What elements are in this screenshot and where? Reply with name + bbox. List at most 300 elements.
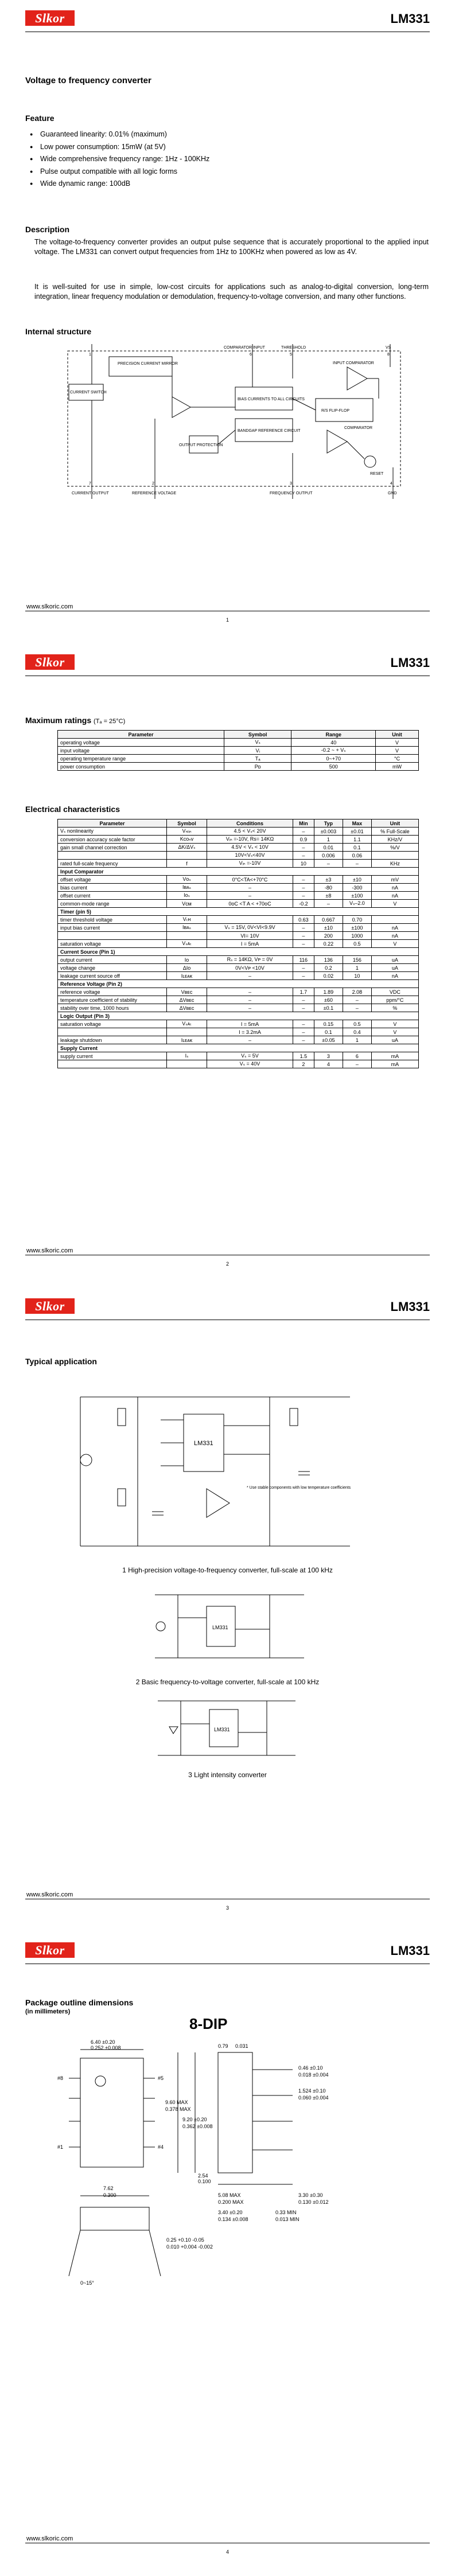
table-cell: input voltage — [58, 747, 224, 755]
table-row — [58, 1060, 419, 1068]
footer-url[interactable]: www.slkoric.com — [26, 1247, 73, 1254]
col-header: Range — [291, 731, 376, 739]
pin-label: 1 — [89, 353, 91, 357]
table-row — [58, 739, 419, 747]
table-cell: 40 — [291, 739, 376, 747]
pin-label: 3 — [290, 482, 292, 486]
table-cell — [371, 916, 418, 924]
table-cell — [167, 1028, 207, 1036]
table-cell: – — [207, 1036, 293, 1044]
table-cell: Tₐ — [224, 755, 291, 763]
label-comparator-input: COMPARATOR INPUT — [224, 346, 265, 350]
table-cell — [167, 1060, 207, 1068]
pin-label: 2 — [152, 482, 154, 486]
op-amp-symbol — [172, 397, 190, 417]
dim-lead-w: 0.46 ±0.10 — [298, 2065, 323, 2071]
brand-logo: Slkor — [25, 1298, 75, 1314]
label-reset: RESET — [370, 472, 384, 476]
table-cell: V — [371, 1020, 418, 1028]
page-2 — [0, 644, 455, 1288]
table-cell — [58, 932, 167, 940]
table-row — [58, 908, 419, 916]
table-cell: 1 — [343, 964, 372, 972]
table-cell: ±60 — [314, 996, 343, 1004]
brand-logo: Slkor — [25, 10, 75, 26]
table-cell: I = 5mA — [207, 1020, 293, 1028]
label-frequency-output: FREQUENCY OUTPUT — [270, 491, 313, 495]
description-paragraph-2: It is well-suited for use in simple, low-cost circuits for applications such as analog-to-digital conversion, long-term integration, linear frequency modulation or demodulation, frequency-to-voltage conversion, and many other functions. — [34, 283, 429, 300]
ic-label: LM331 — [194, 1440, 213, 1447]
max-ratings-table — [57, 730, 419, 771]
list-item: ● Pulse output compatible with all logic forms — [40, 166, 209, 178]
pin-label: #8 — [57, 2075, 64, 2081]
table-cell — [58, 852, 167, 860]
dim-row-spacing-in: 0.300 — [103, 2192, 116, 2198]
dim-total-h-in: 0.200 MAX — [218, 2199, 244, 2205]
label-current-switch: CURRENT SWITCH — [70, 391, 107, 395]
table-cell: operating temperature range — [58, 755, 224, 763]
brand-logo: Slkor — [25, 1942, 75, 1958]
table-row — [58, 1004, 419, 1012]
figure-3-schematic — [152, 1692, 307, 1764]
dim-lead-w2-in: 0.060 ±0.004 — [298, 2095, 329, 2101]
dim-total-h: 5.08 MAX — [218, 2192, 241, 2198]
end-view-body — [80, 2207, 149, 2230]
table-cell: -80 — [314, 884, 343, 892]
table-cell: – — [207, 972, 293, 980]
col-header: Symbol — [167, 819, 207, 828]
op-amp-symbol — [207, 1489, 230, 1517]
table-cell: – — [314, 860, 343, 868]
table-cell: uA — [371, 956, 418, 964]
table-cell: – — [293, 844, 314, 852]
label-input-comparator: INPUT COMPARATOR — [333, 361, 374, 365]
table-cell: V — [371, 940, 418, 948]
table-cell — [167, 852, 207, 860]
table-cell: – — [207, 1004, 293, 1012]
table-cell: 0.15 — [314, 1020, 343, 1028]
electrical-heading: Electrical characteristics — [25, 805, 120, 814]
table-cell: 1.7 — [293, 988, 314, 996]
table-cell: I = 3.2mA — [207, 1028, 293, 1036]
col-header: Conditions — [207, 819, 293, 828]
table-cell: 0.2 — [314, 964, 343, 972]
label-comparator: COMPARATOR — [344, 426, 373, 430]
table-cell: Iʙᴀₛ — [167, 924, 207, 932]
table-cell: 10 — [293, 860, 314, 868]
table-cell: ±3 — [314, 876, 343, 884]
table-cell: stability over time, 1000 hours — [58, 1004, 167, 1012]
table-row — [58, 844, 419, 852]
table-cell: 0.667 — [314, 916, 343, 924]
table-cell: Iₛ — [167, 1052, 207, 1060]
table-row — [58, 892, 419, 900]
table-cell: reference voltage — [58, 988, 167, 996]
dim-top-width: 6.40 ±0.20 — [91, 2039, 115, 2045]
table-cell: Kᴄᴏₙᴠ — [167, 836, 207, 844]
table-cell: f — [167, 860, 207, 868]
side-view-body — [218, 2052, 252, 2173]
table-cell: Vₛ = 40V — [207, 1060, 293, 1068]
col-header: Min — [293, 819, 314, 828]
table-row — [58, 1052, 419, 1060]
table-cell: V — [371, 1028, 418, 1036]
dim-shoulder: 0.79 — [218, 2043, 228, 2049]
electrical-table — [57, 819, 419, 1068]
dim-len-max-in: 0.378 MAX — [165, 2106, 191, 2112]
footer-url[interactable]: www.slkoric.com — [26, 2535, 73, 2542]
table-cell: Vₛᴀₜ — [167, 940, 207, 948]
table-cell: 2.08 — [343, 988, 372, 996]
table-cell: uA — [371, 964, 418, 972]
table-cell — [58, 1060, 167, 1068]
label-current-output: CURRENT OUTPUT — [72, 491, 109, 495]
label-gnd: GND — [388, 491, 397, 495]
part-number: LM331 — [390, 655, 430, 670]
dim-len: 9.20 ±0.20 — [182, 2117, 207, 2122]
table-cell: 4 — [314, 1060, 343, 1068]
table-cell: ±8 — [314, 892, 343, 900]
table-cell: Vᴏₛ — [167, 876, 207, 884]
table-row — [58, 980, 419, 988]
table-cell: rated full-scale frequency — [58, 860, 167, 868]
table-cell: – — [293, 884, 314, 892]
table-cell: Pᴅ — [224, 763, 291, 771]
pin-label: #1 — [57, 2144, 64, 2150]
table-cell: 6 — [343, 1052, 372, 1060]
figure-3-caption: 3 Light intensity converter — [188, 1771, 267, 1779]
table-cell: mV — [371, 876, 418, 884]
label-reference-voltage: REFERENCE VOLTAGE — [132, 491, 177, 495]
pin-label: 6 — [250, 353, 252, 357]
table-cell: leakage current source off — [58, 972, 167, 980]
table-cell: 0.06 — [343, 852, 372, 860]
pin-label: 7 — [89, 482, 91, 486]
doc-title: Voltage to frequency converter — [25, 76, 151, 85]
table-cell — [371, 852, 418, 860]
label-flip-flop: R/S FLIP-FLOP — [321, 409, 350, 413]
table-cell: – — [293, 996, 314, 1004]
table-cell: 0.9 — [293, 836, 314, 844]
table-cell: 10V<Vₛ<40V — [207, 852, 293, 860]
page-1 — [0, 0, 455, 644]
table-cell: 0.1 — [343, 844, 372, 852]
table-cell: 0°C<TA<+70°C — [207, 876, 293, 884]
list-item: ● Low power consumption: 15mW (at 5V) — [40, 141, 209, 154]
pin-label: 8 — [387, 353, 390, 357]
table-cell: – — [314, 900, 343, 908]
dim-top-width-in: 0.252 ±0.008 — [91, 2045, 121, 2051]
table-row — [58, 836, 419, 844]
table-cell: – — [293, 932, 314, 940]
footer-url[interactable]: www.slkoric.com — [26, 603, 73, 610]
table-cell: offset voltage — [58, 876, 167, 884]
table-cell: 1.5 — [293, 1052, 314, 1060]
table-cell: ±0.05 — [314, 1036, 343, 1044]
table-cell: 10 — [343, 972, 372, 980]
table-cell: 200 — [314, 932, 343, 940]
list-item: ● Wide comprehensive frequency range: 1Hz - 100KHz — [40, 153, 209, 166]
table-cell: %/V — [371, 844, 418, 852]
table-cell: – — [207, 996, 293, 1004]
table-row — [58, 828, 419, 836]
table-cell: Vₛ = 5V — [207, 1052, 293, 1060]
table-cell: 0.4 — [343, 1028, 372, 1036]
table-row — [58, 860, 419, 868]
table-cell: % — [371, 1004, 418, 1012]
section-header: Input Comparator — [58, 868, 419, 876]
table-cell: Iʟᴇᴀᴋ — [167, 1036, 207, 1044]
dim-shoulder-in: 0.031 — [235, 2043, 248, 2049]
table-cell: – — [293, 876, 314, 884]
part-number: LM331 — [390, 11, 430, 26]
pin-label: #5 — [158, 2075, 164, 2081]
table-cell: V — [371, 900, 418, 908]
table-cell: ppm/°C — [371, 996, 418, 1004]
input-source — [80, 1454, 92, 1466]
table-row — [58, 1044, 419, 1052]
table-cell: bias current — [58, 884, 167, 892]
table-cell: mA — [371, 1052, 418, 1060]
table-cell: – — [343, 1004, 372, 1012]
comparator-symbol — [327, 430, 347, 453]
table-cell: saturation voltage — [58, 1020, 167, 1028]
internal-structure-diagram — [57, 344, 413, 499]
part-number: LM331 — [390, 1299, 430, 1314]
figure-1-caption: 1 High-precision voltage-to-frequency converter, full-scale at 100 kHz — [122, 1566, 333, 1574]
photodiode-symbol — [169, 1727, 178, 1734]
feature-heading: Feature — [25, 114, 55, 123]
table-cell: Vᵢₙ =-10V, Rs= 14KΩ — [207, 836, 293, 844]
table-cell: 116 — [293, 956, 314, 964]
table-cell: -0.2 ~ + Vₛ — [291, 747, 376, 755]
table-cell: – — [293, 972, 314, 980]
table-cell: – — [293, 1004, 314, 1012]
table-cell: – — [343, 996, 372, 1004]
table-cell: mW — [376, 763, 419, 771]
table-cell: conversion accuracy scale factor — [58, 836, 167, 844]
table-cell: Vᵢ — [224, 747, 291, 755]
label-precision-mirror: PRECISION CURRENT MIRROR — [118, 362, 178, 366]
table-cell: 0.006 — [314, 852, 343, 860]
table-cell: KHz/V — [371, 836, 418, 844]
pin-label: #4 — [158, 2144, 164, 2150]
package-subheading: (in millimeters) — [25, 2008, 71, 2015]
footer-url[interactable]: www.slkoric.com — [26, 1891, 73, 1898]
label-bandgap: BANDGAP REFERENCE CIRCUIT — [238, 429, 301, 433]
resistor — [290, 1408, 298, 1426]
col-header: Typ — [314, 819, 343, 828]
table-cell: operating voltage — [58, 739, 224, 747]
table-cell: 3 — [314, 1052, 343, 1060]
table-cell: 136 — [314, 956, 343, 964]
table-row — [58, 868, 419, 876]
table-row — [58, 940, 419, 948]
table-row — [58, 1020, 419, 1028]
section-header: Reference Voltage (Pin 2) — [58, 980, 419, 988]
table-row — [58, 996, 419, 1004]
table-cell: timer threshold voltage — [58, 916, 167, 924]
label-vs: VS — [386, 346, 391, 350]
table-cell: temperature coefficient of stability — [58, 996, 167, 1004]
dim-lead-t-in: 0.010 +0.004 -0.002 — [166, 2244, 213, 2250]
table-cell: nA — [371, 892, 418, 900]
table-cell: output current — [58, 956, 167, 964]
table-cell: saturation voltage — [58, 940, 167, 948]
table-cell: V — [376, 747, 419, 755]
page-4 — [0, 1932, 455, 2576]
table-row — [58, 964, 419, 972]
ic-label: LM331 — [212, 1625, 228, 1630]
table-cell: °C — [376, 755, 419, 763]
table-cell: % Full-Scale — [371, 828, 418, 836]
feature-list — [40, 128, 209, 190]
dim-body-h-in: 0.134 ±0.008 — [218, 2216, 248, 2222]
table-cell: – — [343, 860, 372, 868]
table-cell — [167, 932, 207, 940]
dim-lead-w-in: 0.018 ±0.004 — [298, 2072, 329, 2078]
brand-logo: Slkor — [25, 654, 75, 670]
typical-application-heading: Typical application — [25, 1357, 97, 1366]
package-heading: Package outline dimensions — [25, 1998, 134, 2007]
input-source — [156, 1622, 165, 1631]
table-row — [58, 1012, 419, 1020]
dim-lead-w2: 1.524 ±0.10 — [298, 2088, 326, 2094]
section-header: Logic Output (Pin 3) — [58, 1012, 419, 1020]
table-row — [58, 988, 419, 996]
table-cell: ΔVʙᴇᴄ — [167, 996, 207, 1004]
table-row — [58, 1036, 419, 1044]
table-cell: 1 — [343, 1036, 372, 1044]
table-cell: Vₜʜ — [167, 916, 207, 924]
top-view-body — [80, 2058, 143, 2167]
table-cell: – — [207, 884, 293, 892]
pin-label: 4 — [390, 482, 392, 486]
table-cell: Iᴏ — [167, 956, 207, 964]
list-item: ● Wide dynamic range: 100dB — [40, 178, 209, 190]
list-item: ● Guaranteed linearity: 0.01% (maximum) — [40, 128, 209, 141]
table-row — [58, 747, 419, 755]
table-cell: ±100 — [343, 924, 372, 932]
page-number: 3 — [225, 1905, 229, 1911]
table-cell: ±10 — [314, 924, 343, 932]
table-cell: – — [293, 828, 314, 836]
table-cell: – — [207, 988, 293, 996]
table-cell: V — [376, 739, 419, 747]
section-header: Current Source (Pin 1) — [58, 948, 419, 956]
table-cell: Rₛ = 14KΩ, Vᴘ = 0V — [207, 956, 293, 964]
table-cell: mA — [371, 1060, 418, 1068]
table-cell: ΔIᴏ — [167, 964, 207, 972]
label-threshold: THRESHOLD — [281, 346, 306, 350]
part-number: LM331 — [390, 1943, 430, 1958]
table-cell: Vₛ — [224, 739, 291, 747]
table-cell: 0.1 — [314, 1028, 343, 1036]
dim-len-max: 9.60 MAX — [165, 2099, 188, 2105]
table-cell: – — [207, 892, 293, 900]
input-comparator-symbol — [347, 367, 367, 390]
table-cell: supply current — [58, 1052, 167, 1060]
table-cell: ±0.01 — [343, 828, 372, 836]
section-header: Timer (pin 5) — [58, 908, 419, 916]
table-cell: 156 — [343, 956, 372, 964]
table-cell: Vₛ nonlinearity — [58, 828, 167, 836]
table-cell: 0.02 — [314, 972, 343, 980]
table-cell: 1.89 — [314, 988, 343, 996]
page-number: 4 — [225, 2549, 229, 2555]
table-cell: 0~+70 — [291, 755, 376, 763]
table-cell: -300 — [343, 884, 372, 892]
table-cell: Vʙᴇᴄ — [167, 988, 207, 996]
chip-boundary — [68, 351, 400, 486]
table-cell: – — [293, 852, 314, 860]
table-cell: nA — [371, 924, 418, 932]
table-cell: Vₙₗᵢₙ — [167, 828, 207, 836]
table-cell: nA — [371, 972, 418, 980]
table-row — [58, 956, 419, 964]
table-cell: uA — [371, 1036, 418, 1044]
table-cell: Vᴄᴍ — [167, 900, 207, 908]
table-cell: – — [293, 1028, 314, 1036]
dim-len-in: 0.362 ±0.008 — [182, 2124, 213, 2129]
table-cell: ΔK/ΔVₛ — [167, 844, 207, 852]
col-header: Unit — [376, 731, 419, 739]
table-cell: 0.01 — [314, 844, 343, 852]
col-header: Symbol — [224, 731, 291, 739]
table-cell: input bias current — [58, 924, 167, 932]
table-cell: VDC — [371, 988, 418, 996]
table-cell: 0oC <T A < +70oC — [207, 900, 293, 908]
table-cell: ±0.1 — [314, 1004, 343, 1012]
package-drawing — [46, 2035, 419, 2288]
label-output-protection: OUTPUT PROTECTION — [179, 443, 223, 447]
table-row — [58, 1028, 419, 1036]
max-ratings-heading: Maximum ratings (Tₐ = 25°C) — [25, 716, 126, 725]
precision-mirror-block — [109, 357, 172, 376]
table-cell: 500 — [291, 763, 376, 771]
table-row — [58, 876, 419, 884]
figure-1-schematic — [63, 1374, 384, 1558]
page-number: 1 — [225, 617, 229, 623]
page-3 — [0, 1288, 455, 1932]
col-header: Max — [343, 819, 372, 828]
package-type: 8-DIP — [189, 2015, 228, 2032]
table-cell: 0.5 — [343, 940, 372, 948]
table-cell: 0.5 — [343, 1020, 372, 1028]
table-cell: 1.1 — [343, 836, 372, 844]
table-cell: gain small channel correction — [58, 844, 167, 852]
table-cell: 0V<Vᴘ <10V — [207, 964, 293, 972]
dim-lead-len: 3.30 ±0.30 — [298, 2192, 323, 2198]
table-row — [58, 916, 419, 924]
table-cell: ±100 — [343, 892, 372, 900]
table-row — [58, 924, 419, 932]
table-cell: Vₛᴀₜ — [167, 1020, 207, 1028]
table-row — [58, 948, 419, 956]
resistor — [118, 1489, 126, 1506]
pin1-marker — [95, 2076, 106, 2086]
table-cell: – — [293, 964, 314, 972]
table-cell: 4.5 < Vₛ< 20V — [207, 828, 293, 836]
table-row — [58, 900, 419, 908]
table-cell: Vᵢₙ =-10V — [207, 860, 293, 868]
table-cell: -0.2 — [293, 900, 314, 908]
label-bias: BIAS CURRENTS TO ALL CIRCUITS — [238, 397, 305, 401]
table-cell: KHz — [371, 860, 418, 868]
table-cell: Iᴏₛ — [167, 892, 207, 900]
table-cell: Iʟᴇᴀᴋ — [167, 972, 207, 980]
col-header: Parameter — [58, 819, 167, 828]
